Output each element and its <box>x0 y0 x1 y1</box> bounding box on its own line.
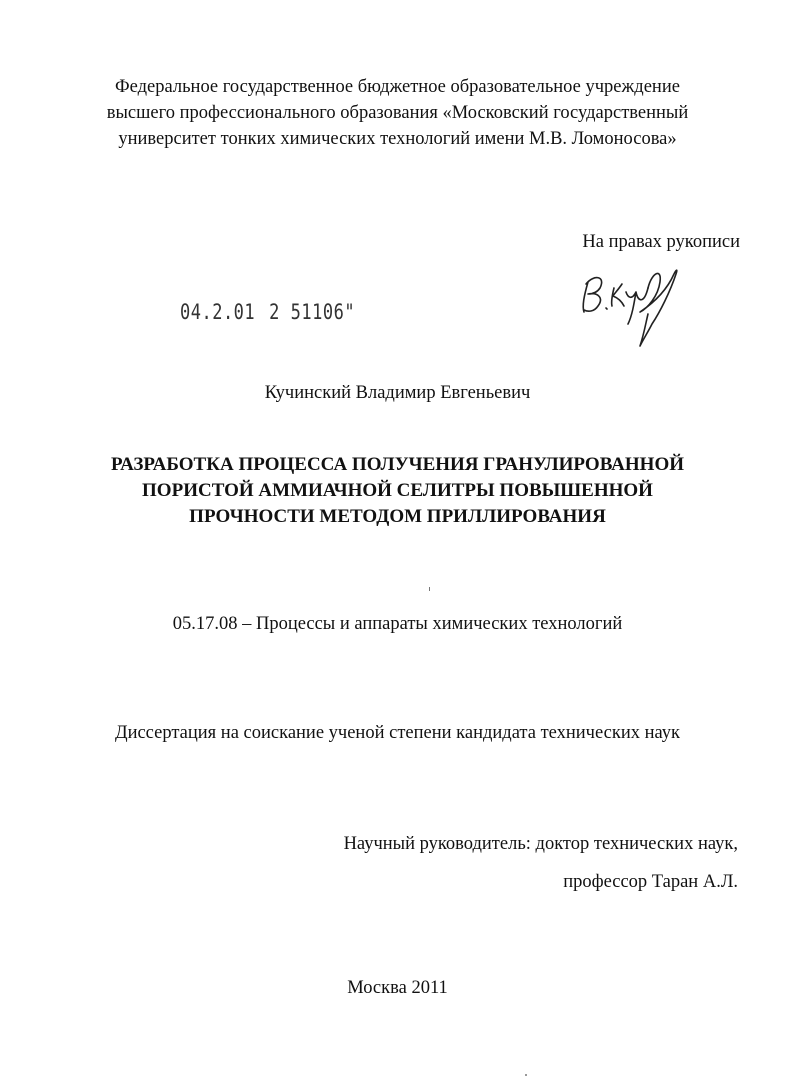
advisor-line-2: профессор Таран А.Л. <box>563 872 738 892</box>
title-line-2: ПОРИСТОЙ АММИАЧНОЙ СЕЛИТРЫ ПОВЫШЕННОЙ <box>142 480 653 501</box>
dissertation-title <box>0 452 795 530</box>
handwritten-signature <box>578 262 698 352</box>
stamp-code-right: 2 51106 <box>269 300 345 325</box>
advisor-line-1: Научный руководитель: доктор технических наук, <box>343 834 738 854</box>
degree-statement: Диссертация на соискание ученой степени кандидата технических наук <box>114 723 681 743</box>
title-line-1: РАЗРАБОТКА ПРОЦЕССА ПОЛУЧЕНИЯ ГРАНУЛИРОВАННОЙ <box>110 454 685 475</box>
registration-stamp <box>180 300 355 325</box>
institution-line-1: Федеральное государственное бюджетное образовательное учреждение <box>115 77 680 97</box>
specialty-code: 05.17.08 – Процессы и аппараты химических технологий <box>172 614 623 634</box>
stamp-code-left: 04.2.01 <box>180 300 256 325</box>
scan-artifact-mark <box>429 587 430 591</box>
stamp-mark: " <box>344 300 356 325</box>
institution-header <box>0 74 795 152</box>
scan-speck <box>525 1074 527 1076</box>
rights-notice: На правах рукописи <box>582 232 740 252</box>
title-line-3: ПРОЧНОСТИ МЕТОДОМ ПРИЛЛИРОВАНИЯ <box>189 506 606 527</box>
institution-line-3: университет тонких химических технологий имени М.В. Ломоносова» <box>118 129 677 149</box>
author-name: Кучинский Владимир Евгеньевич <box>264 383 531 403</box>
city-year: Москва 2011 <box>347 978 448 998</box>
institution-line-2: высшего профессионального образования «Московский государственный <box>106 103 689 123</box>
